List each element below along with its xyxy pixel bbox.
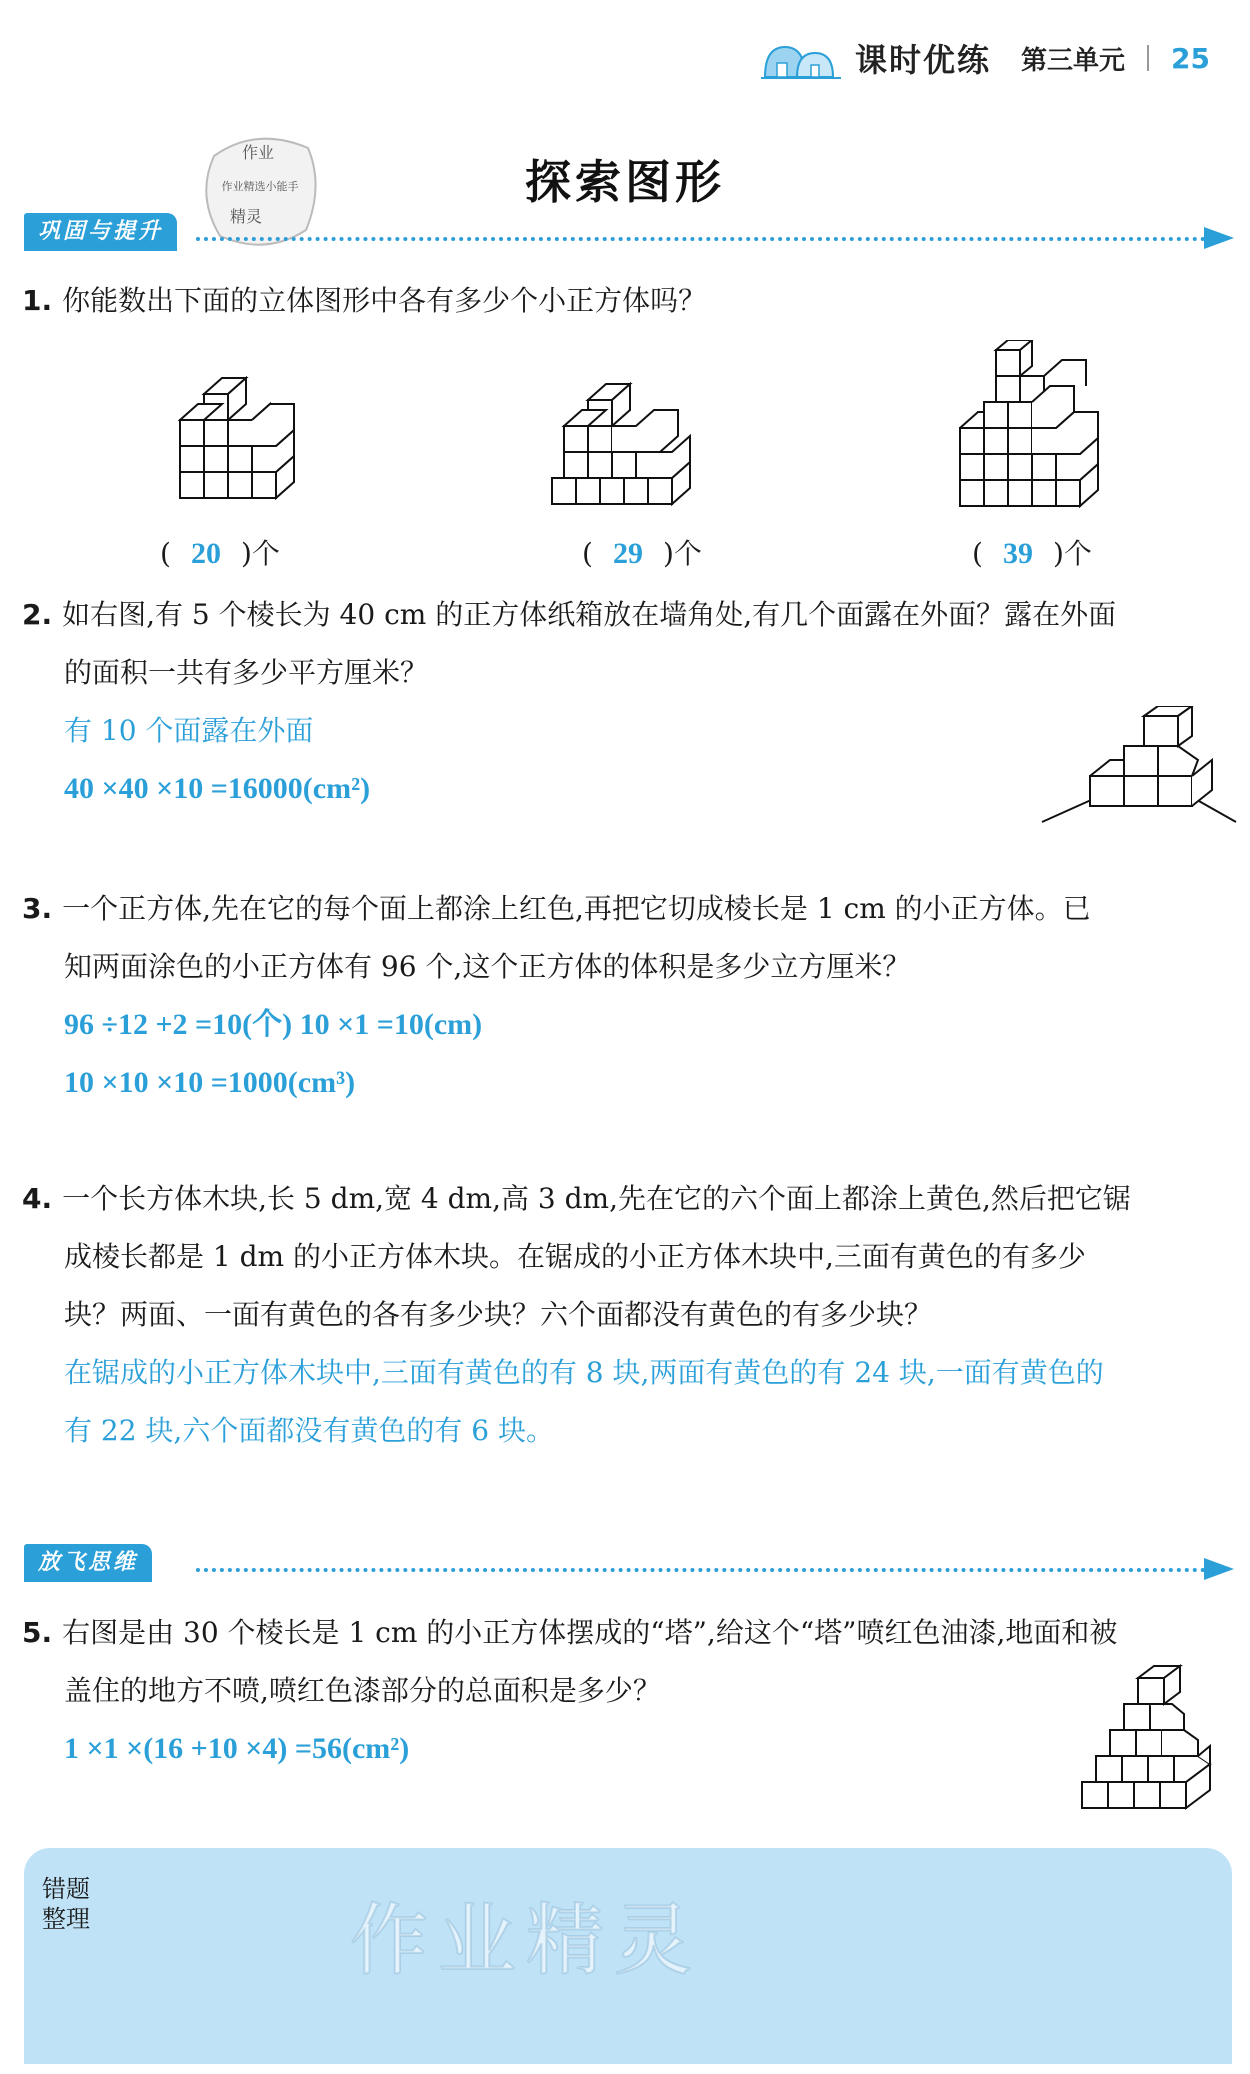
cube-stack-figure-3: [958, 340, 1118, 512]
svg-text:精灵: 精灵: [229, 207, 263, 226]
watermark: 作业精灵: [350, 1896, 703, 1986]
question-text-line: 盖住的地方不喷,喷红色漆部分的总面积是多少？: [64, 1674, 661, 1707]
question-text-line: 一个长方体木块,长 5 dm,宽 4 dm,高 3 dm,先在它的六个面上都涂上黄色,然后把它锯: [62, 1182, 1131, 1215]
svg-text:作业: 作业: [241, 143, 275, 162]
svg-text:作业精选小能手: 作业精选小能手: [221, 180, 299, 193]
page-header: [761, 28, 1210, 88]
answer-blank-2: ( 29 )个: [582, 537, 702, 570]
section-tag: 巩固与提升: [24, 213, 177, 251]
arrow-right-icon: [1204, 1558, 1234, 1580]
question-text: 你能数出下面的立体图形中各有多少个小正方体吗？: [62, 284, 707, 317]
castle-logo-icon: [761, 33, 841, 83]
answer-line: 96 ÷12 +2 =10(个) 10 ×1 =10(cm): [64, 1008, 483, 1041]
question-number: 1.: [22, 284, 53, 317]
dotted-line: [196, 1568, 1206, 1572]
answer-line: 有 10 个面露在外面: [64, 714, 314, 747]
question-text-line: 右图是由 30 个棱长是 1 cm 的小正方体摆成的“塔”,给这个“塔”喷红色油漆,地面和被: [62, 1616, 1118, 1649]
cube-stack-figure-1: [178, 364, 302, 504]
question-text-line: 块？两面、一面有黄色的各有多少块？六个面都没有黄色的有多少块？: [64, 1298, 933, 1331]
answer-blank-1: ( 20 )个: [160, 537, 280, 570]
section-bar-consolidate: [24, 213, 1234, 251]
arrow-right-icon: [1204, 227, 1234, 249]
answer-line: 1 ×1 ×(16 +10 ×4) =56(cm²): [64, 1732, 410, 1765]
question-4: [22, 1170, 1232, 1460]
cube-stack-figure-2: [550, 366, 710, 510]
header-divider: [1147, 45, 1149, 71]
question-text-line: 的面积一共有多少平方厘米？: [64, 656, 429, 689]
answer-line: 10 ×10 ×10 =1000(cm³): [64, 1066, 356, 1099]
answer-value: 39: [1002, 537, 1033, 570]
error-review-label: 错题 整理: [42, 1875, 90, 1933]
question-text-line: 成棱长都是 1 dm 的小正方体木块。在锯成的小正方体木块中,三面有黄色的有多少: [64, 1240, 1086, 1273]
answer-line: 有 22 块,六个面都没有黄色的有 6 块。: [64, 1414, 554, 1447]
answer-line: 在锯成的小正方体木块中,三面有黄色的有 8 块,两面有黄色的有 24 块,一面有黄色的: [64, 1356, 1104, 1389]
question-text-line: 一个正方体,先在它的每个面上都涂上红色,再把它切成棱长是 1 cm 的小正方体。已: [62, 892, 1091, 925]
answer-line: 40 ×40 ×10 =16000(cm²): [64, 772, 371, 805]
section-bar-thinking: [24, 1544, 1234, 1582]
answer-value: 29: [612, 537, 643, 570]
question-5: [22, 1604, 1232, 1778]
brand-title: 课时优练: [855, 41, 992, 79]
tower-figure: [1080, 1664, 1236, 1812]
question-number: 5.: [22, 1616, 53, 1649]
answer-blank-3: ( 39 )个: [972, 537, 1092, 570]
question-1: [22, 272, 1232, 330]
dotted-line: [196, 237, 1206, 241]
corner-boxes-figure: [1040, 706, 1240, 834]
page-number: 25: [1171, 41, 1210, 75]
section-tag: 放飞思维: [24, 1544, 152, 1582]
question-number: 4.: [22, 1182, 53, 1215]
unit-label: 第三单元: [1021, 45, 1126, 76]
question-number: 2.: [22, 598, 53, 631]
page-title: 探索图形: [525, 155, 725, 209]
question-number: 3.: [22, 892, 53, 925]
answer-value: 20: [190, 537, 221, 570]
question-3: [22, 880, 1232, 1112]
question-text-line: 如右图,有 5 个棱长为 40 cm 的正方体纸箱放在墙角处,有几个面露在外面？露在外面: [62, 598, 1117, 631]
question-text-line: 知两面涂色的小正方体有 96 个,这个正方体的体积是多少立方厘米？: [64, 950, 911, 983]
